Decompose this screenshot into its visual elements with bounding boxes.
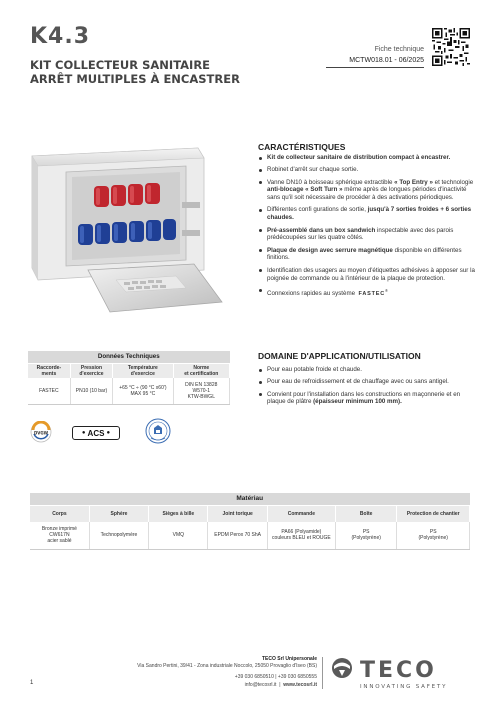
table-row — [28, 378, 230, 404]
table-cell: FASTEC — [28, 378, 70, 404]
company-contacts — [137, 682, 317, 689]
list-item: Pré-assemblé dans un box sandwich inspectable avec des parois prédécoupées sur les quatre côtés. — [258, 227, 476, 243]
page-number: 1 — [30, 680, 34, 686]
table-cell: Technopolymère — [89, 522, 148, 549]
list-item: Connexions rapides au système FASTEC® — [258, 287, 476, 299]
list-item: Différentes confi gurations de sortie, jusqu'à 7 sorties froides + 6 sorties chaudes. — [258, 206, 476, 222]
footer-divider — [322, 657, 323, 689]
fiche-underline — [326, 67, 424, 68]
fiche-technique-block — [349, 44, 424, 66]
table-header: Commande — [267, 505, 335, 522]
table-cell: Bronze imprimé CW617N acier sablé — [30, 522, 89, 549]
list-item: Vanne DN10 à boisseau sphérique extractible « Top Entry » et technologie anti-blocage « Soft Turn » même après de longues périodes d'inactivité sans qu'il soit nécessaire de procéder à des activations périodiques. — [258, 179, 476, 202]
list-item: Pour eau potable froide et chaude. — [258, 366, 476, 374]
table-cell: PN10 (10 bar) — [70, 378, 112, 404]
table-caption: Données Techniques — [28, 351, 230, 363]
table-cell: PS (Polystyrène) — [397, 522, 470, 549]
technical-data-table — [28, 351, 230, 405]
title-line-2: ARRÊT MULTIPLES À ENCASTRER — [30, 72, 240, 86]
acs-label: ACS — [87, 428, 105, 438]
certification-seal-icon — [145, 418, 171, 444]
table-cell: DIN EN 13828 W570-1 KTW-BWGL — [173, 378, 229, 404]
list-item: Convient pour l'installation dans les constructions en maçonnerie et en plaque de plâtre (épaisseur minimum 100 mm). — [258, 391, 476, 407]
company-name: TECO Srl Unipersonale — [261, 656, 317, 662]
water-drop-icon: ● — [106, 430, 111, 436]
table-header: Corps — [30, 505, 89, 522]
table-cell: EPDM Perox 70 ShA — [208, 522, 267, 549]
table-cell: PS (Polystyrène) — [335, 522, 397, 549]
logo-tagline: INNOVATING SAFETY — [360, 684, 448, 690]
list-item: Kit de collecteur sanitaire de distribution compact à encastrer. — [258, 154, 476, 162]
list-item: Identification des usagers au moyen d'étiquettes adhésives à apposer sur la poignée de commande ou à l'intérieur de la plaque de protection. — [258, 267, 476, 283]
features-title: CARACTÉRISTIQUES — [258, 142, 346, 152]
acs-logo — [72, 426, 120, 440]
teco-logo-icon — [330, 655, 470, 691]
table-caption: Matériau — [30, 493, 470, 505]
table-header: Température d'exercice — [113, 363, 173, 378]
table-cell: PA66 (Polyamide) couleurs BLEU et ROUGE — [267, 522, 335, 549]
table-header: Joint torique — [208, 505, 267, 522]
table-header: Protection de chantier — [397, 505, 470, 522]
dvgw-logo-icon — [30, 421, 52, 443]
website-link[interactable]: www.tecosrl.it — [283, 681, 317, 688]
qr-code-icon[interactable] — [432, 28, 470, 66]
company-info — [137, 656, 317, 689]
material-table — [30, 493, 470, 550]
table-header-row — [28, 363, 230, 378]
table-cell: +65 °C ÷ (90 °C x60') MAX 95 °C — [113, 378, 173, 404]
fastec-logo: FASTEC — [358, 290, 386, 297]
table-header: Pression d'exercice — [70, 363, 112, 378]
fiche-label: Fiche technique — [374, 46, 424, 53]
domain-list — [258, 366, 476, 411]
table-header: Norme et certification — [173, 363, 229, 378]
email-link[interactable]: info@tecosrl.it — [244, 681, 277, 688]
features-list — [258, 154, 476, 303]
product-title — [30, 58, 240, 86]
company-phones: +39 030 6850510 | +39 030 6850555 — [234, 674, 317, 681]
table-header: Sphère — [89, 505, 148, 522]
product-image — [26, 142, 240, 320]
table-header-row — [30, 505, 470, 522]
table-header: Raccorde- ments — [28, 363, 70, 378]
domain-title: DOMAINE D'APPLICATION/UTILISATION — [258, 351, 421, 361]
table-header: Sièges à bille — [149, 505, 208, 522]
water-drop-icon: ● — [81, 430, 86, 436]
fiche-reference: MCTW018.01 - 06/2025 — [349, 57, 424, 64]
company-address: Via Sandro Pertini, 39/41 - Zona industriale Noccolo, 25050 Provaglio d'Iseo (BS) — [137, 663, 317, 670]
svg-text:DVGW: DVGW — [33, 430, 49, 436]
logo-text: TECO — [360, 658, 437, 683]
table-header: Boîte — [335, 505, 397, 522]
table-cell: VMQ — [149, 522, 208, 549]
list-item: Plaque de design avec serrure magnétique disponible en différentes finitions. — [258, 247, 476, 263]
list-item: Robinet d'arrêt sur chaque sortie. — [258, 166, 476, 174]
table-row — [30, 522, 470, 549]
title-line-1: KIT COLLECTEUR SANITAIRE — [30, 58, 211, 72]
product-code: K4.3 — [30, 24, 91, 49]
contact-separator: | — [277, 681, 282, 688]
list-item: Pour eau de refroidissement et de chauffage avec ou sans antigel. — [258, 378, 476, 386]
